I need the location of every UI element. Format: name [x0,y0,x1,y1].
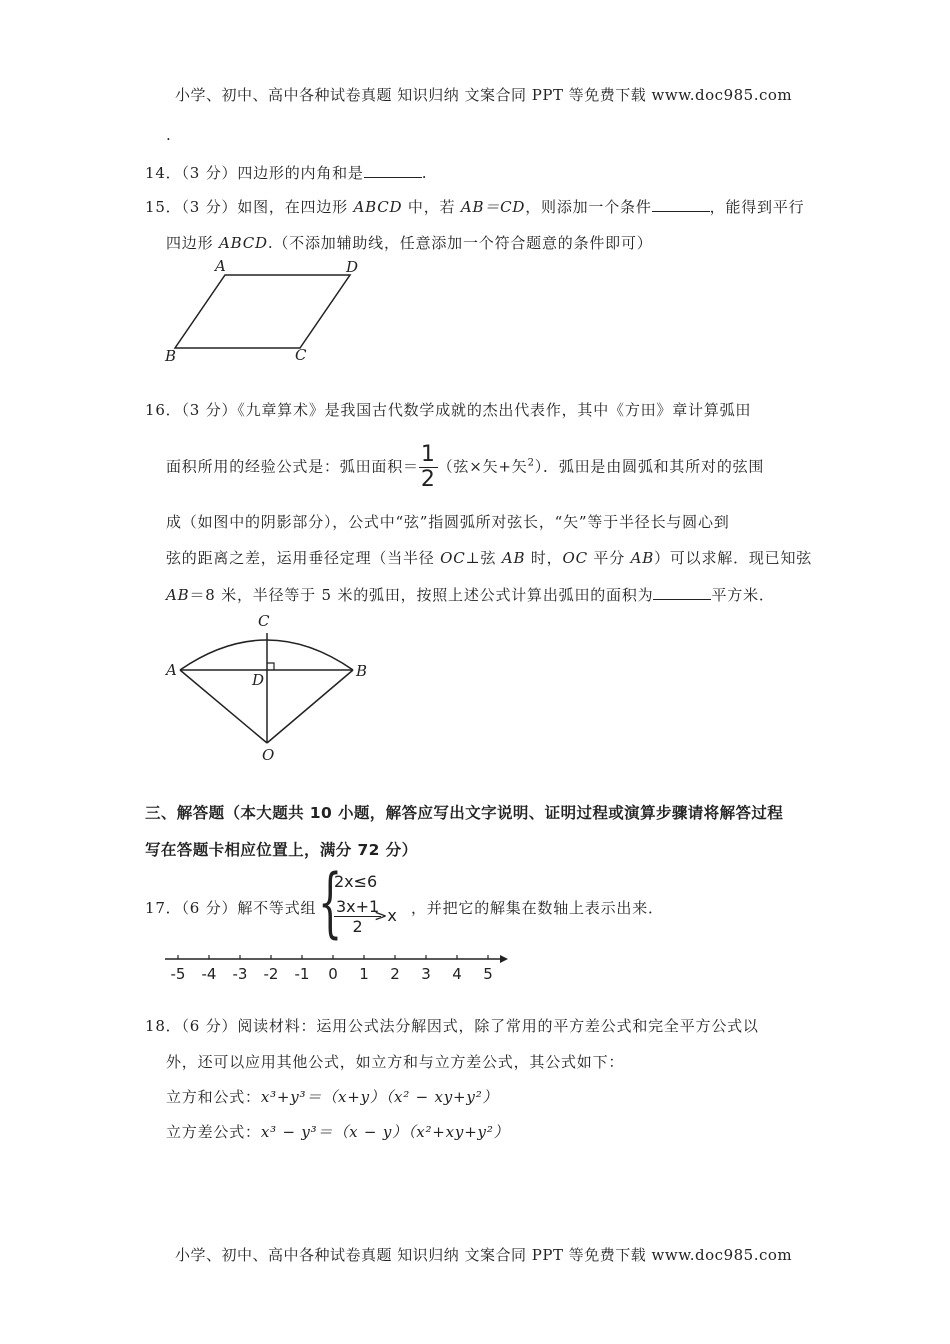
q16-answer-blank[interactable] [653,585,711,600]
fraction-one-half [419,443,438,492]
number-line-label: -4 [201,965,217,983]
number-line-arrow [500,955,508,963]
number-line-label: -2 [263,965,279,983]
q16-score: （3 分） [181,401,238,419]
number-line-label: 5 [483,965,493,983]
number-line-label: 3 [421,965,431,983]
number-line-label: 2 [390,965,400,983]
q16-oc: OC [440,549,466,567]
q17-text-a: 解不等式组 [237,899,317,917]
label-B: B [356,662,368,680]
question-16-line1 [145,399,751,420]
section-3-heading-line1: 三、解答题（本大题共 10 小题，解答应写出文字说明、证明过程或演算步骤请将解答过程 [145,804,784,822]
q14-number: 14． [145,164,182,182]
q16-ab: AB [501,549,526,567]
q15-l2b: ABCD [218,234,268,252]
q16-ab-2: AB [630,549,655,567]
question-17-suffix: ，并把它的解集在数轴上表示出来． [411,899,664,917]
number-line-label: -1 [294,965,310,983]
section-3-heading-line2: 写在答题卡相应位置上，满分 72 分） [145,841,418,859]
cube-sum-expression: x³+y³＝（x+y）（x² − xy+y²） [260,1088,499,1106]
q16-square: 2 [527,457,535,469]
right-angle-mark [267,663,274,670]
q16-number: 16． [145,401,182,419]
q14-answer-blank[interactable] [364,163,422,178]
q18-score: （6 分） [181,1017,238,1035]
number-line-label: 0 [328,965,338,983]
q16-l5c: 平方米． [711,586,775,604]
stray-dot: . [166,126,172,144]
label-O: O [262,746,275,764]
q18-number: 18． [145,1017,182,1035]
q15-score: （3 分） [181,198,238,216]
cube-diff-formula [166,1121,509,1142]
q15-l2a: 四边形 [166,234,219,252]
page-footer: 小学、初中、高中各种试卷真题 知识归纳 文案合同 PPT 等免费下载 www.doc985.com [175,1246,793,1264]
q16-text-1: 《九章算术》是我国古代数学成就的杰出代表作，其中《方田》章计算弧田 [237,401,752,419]
cube-sum-label: 立方和公式： [166,1088,261,1106]
q17-score: （6 分） [181,899,238,917]
q15-parallelogram-figure [160,255,370,370]
question-15-line1 [145,196,804,217]
label-D: D [252,671,265,689]
system-brace: { [318,857,343,946]
q16-l2b: （弦×矢+矢 [437,457,528,476]
page-header: 小学、初中、高中各种试卷真题 知识归纳 文案合同 PPT 等免费下载 www.doc985.com [175,86,793,104]
q17-number: 17． [145,899,182,917]
cube-diff-label: 立方差公式： [166,1123,261,1141]
radius-OB [267,670,353,743]
number-line-label: 4 [452,965,462,983]
question-14 [145,162,427,183]
cube-sum-formula [166,1086,498,1107]
label-B: B [165,347,177,365]
label-D: D [346,258,359,276]
q16-oc-2: OC [562,549,588,567]
q16-l2a: 面积所用的经验公式是：弧田面积＝ [166,457,419,476]
q18-text-1: 阅读材料：运用公式法分解因式，除了常用的平方差公式和完全平方公式以 [237,1017,759,1035]
frac-numerator: 1 [420,442,436,467]
q16-l4e: 时， [525,549,563,567]
frac-denominator: 2 [420,467,436,492]
q15-text-2: 中，若 [402,198,461,216]
q15-answer-blank[interactable] [652,197,710,212]
number-line-label: -5 [170,965,186,983]
q15-text-3: ，则添加一个条件 [525,198,652,216]
label-A: A [215,257,226,275]
q16-arc-field-figure [160,605,380,770]
number-line [160,945,510,985]
q15-l2c: .（不添加辅助线，任意添加一个符合题意的条件即可） [267,234,653,252]
label-C: C [258,612,270,630]
number-line-label: -3 [232,965,248,983]
inequality-2-relation: >x [374,906,397,925]
q14-score: （3 分） [181,164,238,182]
q15-ab-cd: AB＝CD [460,198,526,216]
q16-l4a: 弦的距离之差，运用垂径定理（当半径 [166,549,441,567]
q15-text-1: 如图，在四边形 [237,198,354,216]
ineq2-numerator: 3x+1 [336,897,380,916]
question-18-line1 [145,1015,759,1036]
label-C: C [295,346,307,364]
question-15-line2 [166,232,653,253]
question-17-prefix [145,897,316,918]
q15-number: 15． [145,198,182,216]
q15-text-4: ，能得到平行 [709,198,805,216]
q15-abcd: ABCD [353,198,403,216]
q16-l2c: ）．弧田是由圆弧和其所对的弦围 [534,457,765,476]
question-16-line5 [166,584,775,605]
cube-diff-expression: x³ − y³＝（x − y）（x²+xy+y²） [260,1123,510,1141]
number-line-label: 1 [359,965,369,983]
inequality-1: 2x≤6 [334,872,378,891]
question-16-line3: 成（如图中的阴影部分），公式中“弦”指圆弧所对弦长，“矢”等于半径长与圆心到 [166,513,730,531]
question-16-line4 [166,547,812,568]
label-A: A [166,661,177,679]
question-18-line2: 外，还可以应用其他公式，如立方和与立方差公式，其公式如下： [166,1053,625,1071]
parallelogram-shape [175,275,350,348]
q16-l4c: ⊥弦 [465,549,502,567]
ineq2-denominator: 2 [352,917,363,936]
q16-l4g: 平分 [587,549,631,567]
q14-end: . [421,164,428,182]
question-16-line2 [166,443,764,492]
q16-ab-3: AB [166,586,190,604]
q14-text: 四边形的内角和是 [237,164,364,182]
q16-l5b: ＝8 米，半径等于 5 米的弧田，按照上述公式计算出弧田的面积为 [189,586,654,604]
q16-l4i: ）可以求解．现已知弦 [654,549,813,567]
